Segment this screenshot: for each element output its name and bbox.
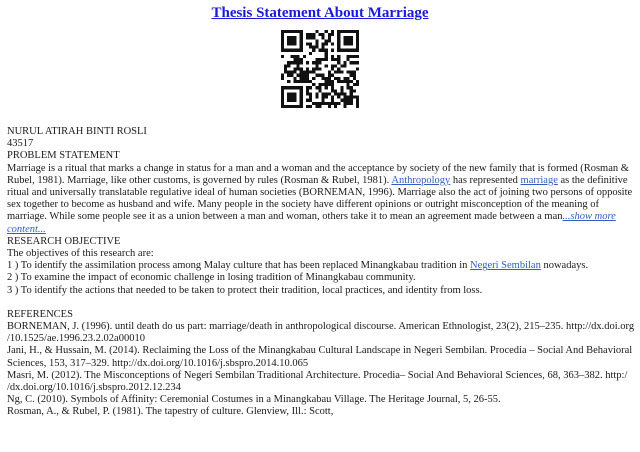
author-name: NURUL ATIRAH BINTI ROSLI xyxy=(7,126,147,137)
reference-item: BORNEMAN, J. (1996). until death do us part: marriage/death in anthropological discourse. American Ethnologist, 23(2), 215–235. http://dx.doi.org /10.1525/ae.1996.23.2.02a00010 xyxy=(7,321,635,345)
problem-statement-heading: PROBLEM STATEMENT xyxy=(7,150,120,162)
reference-item: Rosman, A., & Rubel, P. (1981). The tapestry of culture. Glenview, Ill.: Scott, xyxy=(7,406,334,418)
reference-item: Ng, C. (2010). Symbols of Affinity: Ceremonial Costumes in a Minangkabau Village. The Heritage Journal, 5, 26-55. xyxy=(7,394,501,406)
problem-statement-paragraph xyxy=(7,163,635,236)
references-heading: REFERENCES xyxy=(7,308,73,320)
problem-text-2: has represented xyxy=(450,174,521,186)
objective-3: 3 ) To identify the actions that needed to be taken to protect their tradition, local practices, and identity from loss. xyxy=(7,284,483,296)
reference-item: Masri, M. (2012). The Misconceptions of Negeri Sembilan Traditional Architecture. Procedia– Social And Behavioral Sciences, 68, 363–382. http:/ /dx.doi.org/10.1016/j.sbspro.2012.12.234 xyxy=(7,369,628,394)
marriage-link[interactable]: marriage xyxy=(520,174,558,186)
show-more-link[interactable]: ...show more content... xyxy=(7,211,616,235)
problem-text-1: Marriage is a ritual that marks a change in status for a man and a woman and the acceptance by society of the new family that is formed (Rosman & Rubel, 1981). Marriage, like other customs, is governed by rules (Rosman & Rubel, 1981). xyxy=(7,162,629,186)
document-body xyxy=(7,126,635,419)
objective-1-text-after: nowadays. xyxy=(540,260,589,272)
objective-2: 2 ) To examine the impact of economic challenge in losing tradition of Minangkabau community. xyxy=(7,272,416,284)
qr-code-icon xyxy=(281,30,359,108)
negeri-sembilan-link[interactable]: Negeri Sembilan xyxy=(469,260,541,272)
objective-1 xyxy=(7,260,635,272)
research-objective-heading: RESEARCH OBJECTIVE xyxy=(7,235,121,247)
anthropology-link[interactable]: Anthropology xyxy=(391,174,451,186)
student-id: 43517 xyxy=(7,138,34,150)
page-title[interactable]: Thesis Statement About Marriage xyxy=(211,5,429,21)
objective-1-text: 1 ) To identify the assimilation process among Malay culture that has been replaced Minangkabau tradition in xyxy=(7,260,470,272)
objectives-intro: The objectives of this research are: xyxy=(7,248,154,260)
problem-text-3: as the definitive ritual and universally translatable regulative ideal of human societies (BORNEMAN, 1996). Marriage also the act of joining two persons of opposite sex together to become as husband and wife. Many people in the society have different opinions or outright misconception of the meaning of marriage. While some people see it as a union between a man and woman, others take it to mean an agreement made between a man xyxy=(7,174,633,223)
reference-item: Jani, H., & Hussain, M. (2014). Reclaiming the Loss of the Minangkabau Cultural Landscape in Negeri Sembilan. Procedia – Social And Behavioral Sciences, 153, 317–329. http://dx.doi.org/10.1016/j.sbspro.2014.10.065 xyxy=(7,345,633,369)
